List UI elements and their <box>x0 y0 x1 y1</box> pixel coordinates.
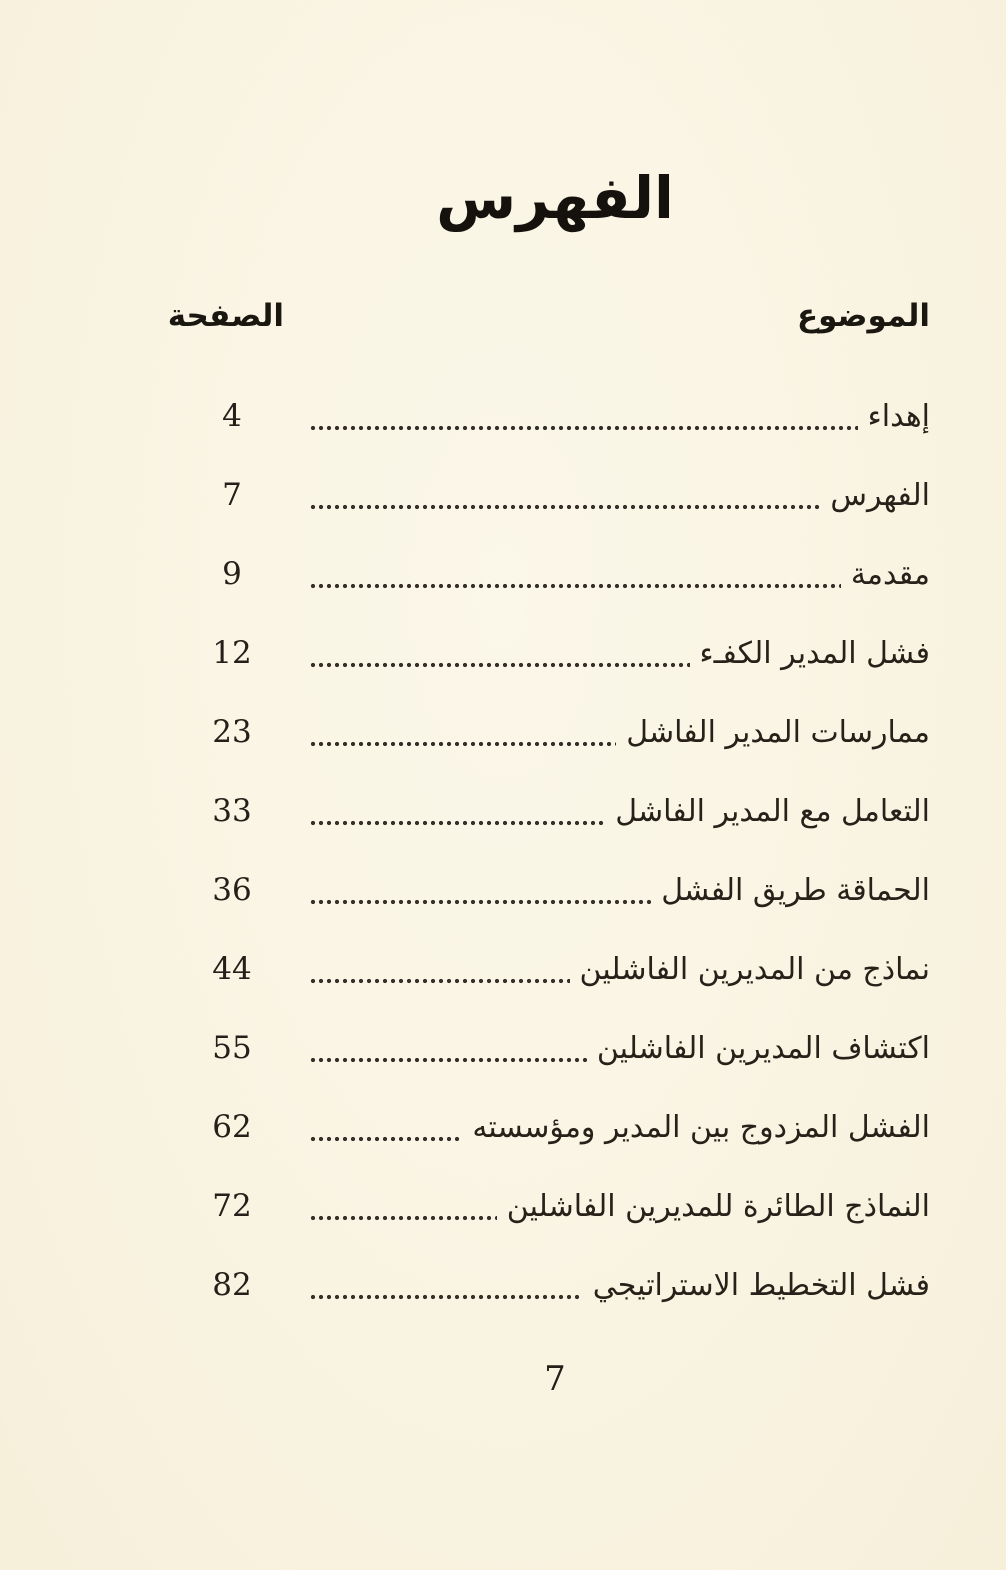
toc-entry-title: فشل المدير الكفـء <box>699 635 930 671</box>
toc-entry-title: نماذج من المديرين الفاشلين <box>579 951 930 987</box>
toc-entry <box>180 1246 930 1325</box>
dot-leader <box>310 662 690 668</box>
toc-entry-title: فشل التخطيط الاستراتيجي <box>592 1267 930 1303</box>
footer-page-number: 7 <box>544 1359 566 1400</box>
toc-entry-page-number: 62 <box>212 1109 252 1146</box>
dot-leader <box>310 1294 583 1300</box>
dot-leader <box>310 1136 462 1142</box>
toc-entry-page-number: 55 <box>212 1030 252 1067</box>
toc-entry-page-number: 44 <box>212 951 252 988</box>
book-page <box>0 158 1006 1570</box>
toc-entry <box>180 693 930 772</box>
toc-entry <box>180 535 930 614</box>
toc-entry-page-number: 23 <box>212 714 252 751</box>
toc-entry <box>180 1009 930 1088</box>
toc-entry-page-number: 12 <box>212 635 252 672</box>
toc-entry-title: التعامل مع المدير الفاشل <box>615 793 930 829</box>
toc-entry <box>180 930 930 1009</box>
toc-column-headers <box>167 293 930 339</box>
toc-entry <box>180 851 930 930</box>
dot-leader <box>310 899 651 905</box>
toc-entry <box>180 772 930 851</box>
dot-leader <box>310 1215 497 1221</box>
toc-entry-title: اكتشاف المديرين الفاشلين <box>596 1030 930 1066</box>
toc-entry-page-number: 33 <box>212 793 252 830</box>
toc-entry-page-number: 36 <box>212 872 252 909</box>
toc-entry-title: الفشل المزدوج بين المدير ومؤسسته <box>472 1109 930 1145</box>
dot-leader <box>310 425 858 431</box>
page-title: الفهرس <box>436 164 674 232</box>
toc-list <box>180 377 930 1325</box>
toc-entry <box>180 1088 930 1167</box>
dot-leader <box>310 504 820 510</box>
toc-page-content <box>0 158 1006 1399</box>
toc-entry-page-number: 4 <box>222 398 242 435</box>
toc-entry-title: النماذج الطائرة للمديرين الفاشلين <box>506 1188 930 1224</box>
toc-entry <box>180 614 930 693</box>
toc-entry-page-number: 7 <box>222 477 242 514</box>
toc-entry-title: مقدمة <box>850 556 930 592</box>
dot-leader <box>310 1057 587 1063</box>
toc-entry-title: ممارسات المدير الفاشل <box>626 714 930 750</box>
toc-entry-title: إهداء <box>867 398 930 434</box>
dot-leader <box>310 820 605 826</box>
toc-entry <box>180 377 930 456</box>
toc-entry <box>180 1167 930 1246</box>
dot-leader <box>310 583 841 589</box>
toc-entry-title: الحماقة طريق الفشل <box>661 872 930 908</box>
toc-entry <box>180 456 930 535</box>
toc-entry-page-number: 82 <box>212 1267 252 1304</box>
toc-entry-page-number: 9 <box>222 556 242 593</box>
toc-entry-page-number: 72 <box>212 1188 252 1225</box>
dot-leader <box>310 978 570 984</box>
column-header-page: الصفحة <box>167 298 284 335</box>
column-header-subject: الموضوع <box>796 298 930 335</box>
dot-leader <box>310 741 616 747</box>
toc-entry-title: الفهرس <box>830 477 930 513</box>
